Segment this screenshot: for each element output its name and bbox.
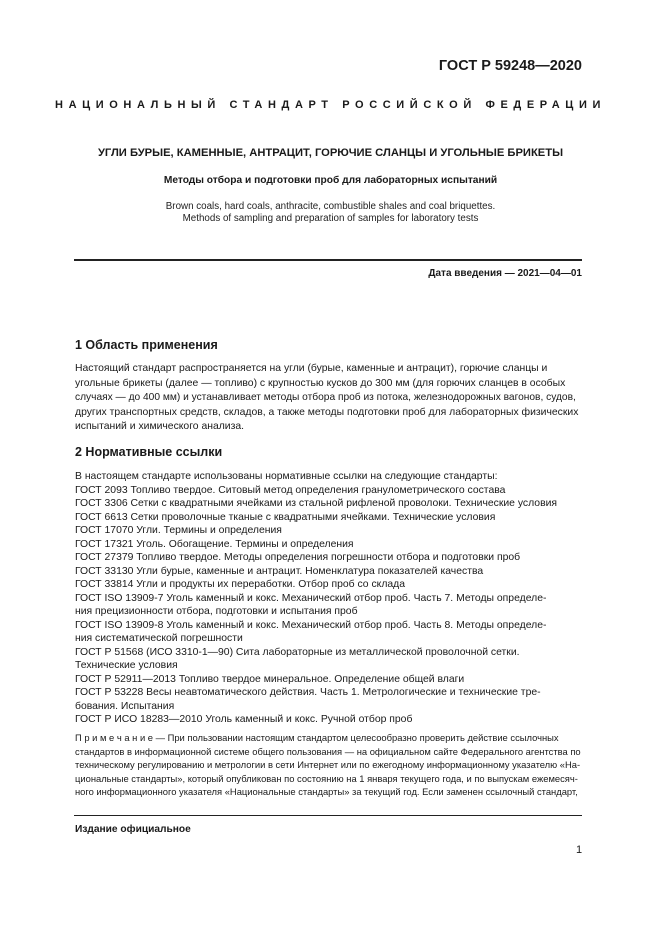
document-title: УГЛИ БУРЫЕ, КАМЕННЫЕ, АНТРАЦИТ, ГОРЮЧИЕ СЛАНЦЫ И УГОЛЬНЫЕ БРИКЕТЫ <box>97 147 564 159</box>
reference-line: Технические условия <box>75 660 178 671</box>
section-1-heading: 1 Область применения <box>75 338 218 352</box>
gost-number: ГОСТ Р 59248—2020 <box>438 58 582 74</box>
reference-line: В настоящем стандарте использованы нормативные ссылки на следующие стандарты: <box>75 471 498 482</box>
reference-line: ГОСТ 3306 Сетки с квадратными ячейками из стальной рифленой проволоки. Технические условия <box>75 498 558 509</box>
section-1-line: угольные брикеты (далее — топливо) с крупностью кусков до 300 мм (для горючих сланцев в особых <box>75 377 566 389</box>
reference-line: ГОСТ ISO 13909-7 Уголь каменный и кокс. Механический отбор проб. Часть 7. Методы определе- <box>75 592 547 604</box>
section-1-line: Настоящий стандарт распространяется на угли (бурые, каменные и антрацит), горючие сланцы и <box>75 363 548 374</box>
reference-line: ГОСТ 17070 Угли. Термины и определения <box>75 525 282 536</box>
note-line: ного информационного указателя «Национальные стандарты» за текущий год. Если заменен ссылочный стандарт, <box>75 786 578 798</box>
english-title-line-1: Brown coals, hard coals, anthracite, combustible shales and coal briquettes. <box>165 201 496 212</box>
footer-divider <box>74 815 582 816</box>
reference-line: ГОСТ Р 53228 Весы неавтоматического действия. Часть 1. Метрологические и технические тре- <box>75 687 541 698</box>
section-1-line: испытаний и химического анализа. <box>75 421 245 433</box>
section-1-line: случаях — до 400 мм) и устанавливает методы отбора проб из потока, железнодорожных вагонов, судов, <box>75 392 576 404</box>
note-line: техническому регулированию и метрологии в сети Интернет или по ежегодному информационному указателю «На- <box>75 759 581 771</box>
reference-line: ГОСТ Р ИСО 18283—2010 Уголь каменный и кокс. Ручной отбор проб <box>75 714 413 725</box>
section-2-heading: 2 Нормативные ссылки <box>75 445 223 459</box>
reference-line: ГОСТ 6613 Сетки проволочные тканые с квадратными ячейками. Технические условия <box>75 511 496 523</box>
note-line: П р и м е ч а н и е — При пользовании настоящим стандартом целесообразно проверить действие ссылочных <box>75 732 559 743</box>
english-title-line-2: Methods of sampling and preparation of samples for laboratory tests <box>182 213 479 224</box>
reference-line: ГОСТ 27379 Топливо твердое. Методы определения погрешности отбора и подготовки проб <box>75 552 521 563</box>
reference-line: ГОСТ ISO 13909-8 Уголь каменный и кокс. Механический отбор проб. Часть 8. Методы определе- <box>75 619 547 631</box>
page-number: 1 <box>576 844 583 856</box>
title-divider <box>74 259 582 261</box>
english-title <box>0 201 661 225</box>
reference-line: ния прецизионности отбора, подготовки и испытания проб <box>75 606 358 617</box>
note-line: циональные стандарты», который опубликован по состоянию на 1 января текущего года, и по выпускам ежемесяч- <box>75 772 578 784</box>
national-standard-caption: НАЦИОНАЛЬНЫЙ СТАНДАРТ РОССИЙСКОЙ ФЕДЕРАЦИИ <box>55 99 606 111</box>
reference-line: ГОСТ Р 51568 (ИСО 3310-1—90) Сита лабораторные из металлической проволочной сетки. <box>75 646 520 658</box>
note-block <box>75 731 583 799</box>
reference-line: ния систематической погрешности <box>75 633 243 644</box>
introduction-date: Дата введения — 2021—04—01 <box>428 268 582 279</box>
document-subtitle: Методы отбора и подготовки проб для лабораторных испытаний <box>163 175 498 186</box>
reference-line: ГОСТ 17321 Уголь. Обогащение. Термины и определения <box>75 538 354 550</box>
reference-line: ГОСТ Р 52911—2013 Топливо твердое минеральное. Определение общей влаги <box>75 673 465 685</box>
normative-references-list <box>75 470 583 727</box>
section-1-line: других транспортных средств, складов, а также методы подготовки проб для лабораторных физических <box>75 406 579 418</box>
note-line: стандартов в информационной системе общего пользования — на официальном сайте Федерального агентства по <box>75 745 581 757</box>
reference-line: ГОСТ 2093 Топливо твердое. Ситовый метод определения гранулометрического состава <box>75 484 506 496</box>
reference-line: ГОСТ 33814 Угли и продукты их переработки. Отбор проб со склада <box>75 579 405 590</box>
section-1-body <box>75 362 583 435</box>
reference-line: бования. Испытания <box>75 700 175 712</box>
official-edition-label: Издание официальное <box>75 824 191 835</box>
reference-line: ГОСТ 33130 Угли бурые, каменные и антрацит. Номенклатура показателей качества <box>75 565 484 577</box>
